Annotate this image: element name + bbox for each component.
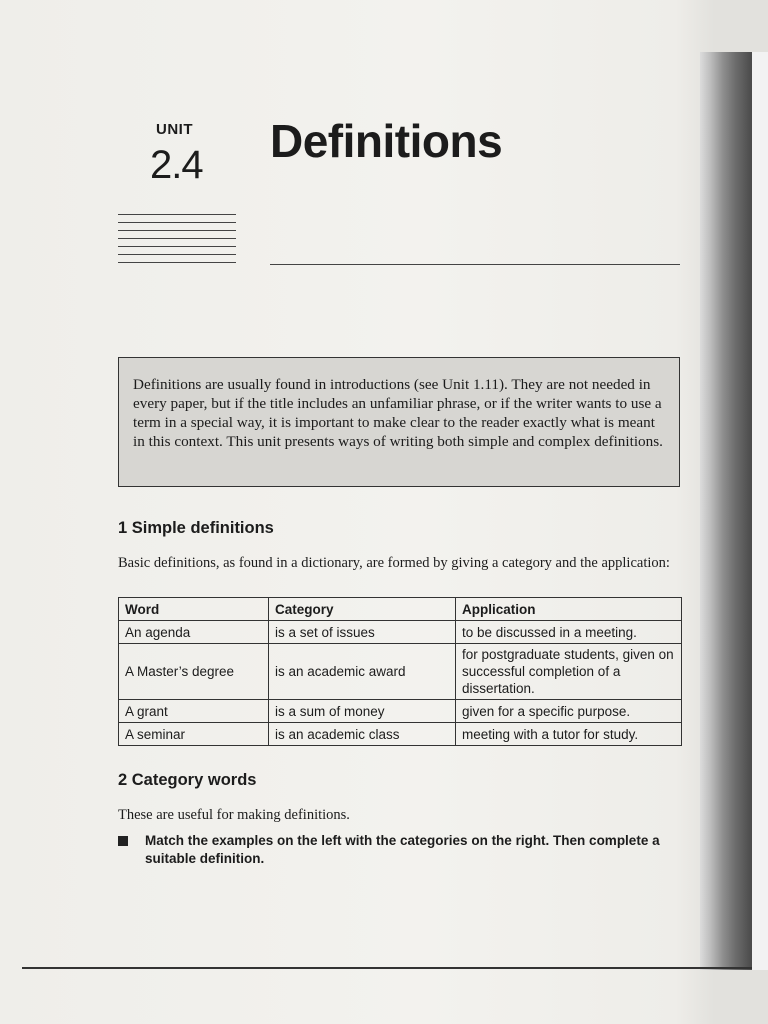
page-title: Definitions <box>270 115 503 167</box>
section-1-heading: 1 Simple definitions <box>118 519 274 537</box>
page-edge <box>752 52 768 970</box>
decorative-hatch-lines <box>118 214 236 266</box>
column-header-word: Word <box>119 598 269 621</box>
table-row <box>119 700 682 723</box>
unit-label: UNIT <box>156 121 193 138</box>
cell-application: to be discussed in a meeting. <box>456 621 682 644</box>
cell-word: A Master’s degree <box>119 644 269 700</box>
cell-word: An agenda <box>119 621 269 644</box>
cell-application: given for a specific purpose. <box>456 700 682 723</box>
section-1-text: Basic definitions, as found in a dictionary, are formed by giving a category and the application: <box>118 555 670 571</box>
task-instruction <box>118 832 688 868</box>
section-2-heading: 2 Category words <box>118 771 257 789</box>
intro-box <box>118 357 680 487</box>
table-row <box>119 723 682 746</box>
section-2-text: These are useful for making definitions. <box>118 807 350 823</box>
cell-application: for postgraduate students, given on successful completion of a dissertation. <box>456 644 682 700</box>
cell-application: meeting with a tutor for study. <box>456 723 682 746</box>
bottom-rule <box>22 967 752 969</box>
cell-word: A grant <box>119 700 269 723</box>
table-row <box>119 644 682 700</box>
table-row <box>119 621 682 644</box>
book-spine-shadow <box>700 52 752 970</box>
definitions-table <box>118 597 682 746</box>
square-bullet-icon <box>118 836 128 846</box>
task-text: Match the examples on the left with the categories on the right. Then complete a suitable definition. <box>145 833 660 866</box>
cell-category: is a sum of money <box>269 700 456 723</box>
cell-category: is an academic award <box>269 644 456 700</box>
table-header-row <box>119 598 682 621</box>
cell-category: is a set of issues <box>269 621 456 644</box>
unit-number: 2.4 <box>150 143 203 187</box>
cell-word: A seminar <box>119 723 269 746</box>
cell-category: is an academic class <box>269 723 456 746</box>
column-header-category: Category <box>269 598 456 621</box>
intro-text: Definitions are usually found in introductions (see Unit 1.11). They are not needed in every paper, but if the title includes an unfamiliar phrase, or if the writer wants to use a term in a special way, it is important to make clear to the reader exactly what is meant in this context. This unit presents ways of writing both simple and complex definitions. <box>133 376 663 450</box>
column-header-application: Application <box>456 598 682 621</box>
title-rule <box>270 264 680 265</box>
